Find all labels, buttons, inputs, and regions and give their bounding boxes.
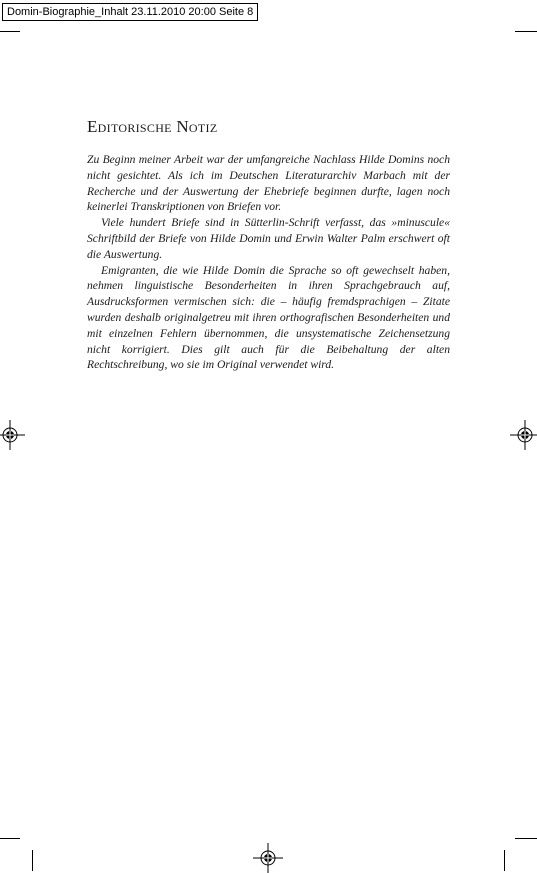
section-title: Editorische Notiz [87, 117, 218, 136]
crop-mark-top-right-h [515, 31, 537, 32]
paragraph: Viele hundert Briefe sind in Sütterlin-Schrift verfasst, das »minuscule« Schriftbild der Briefe von Hilde Domin und Erwin Walter Palm erschwert oft die Auswertung. [87, 216, 450, 261]
body-text [87, 152, 450, 373]
crop-mark-bottom-left-h [0, 838, 20, 839]
paragraph: Emigranten, die wie Hilde Domin die Sprache so oft gewechselt haben, nehmen linguistische Besonderheiten in ihren Sprachgebrauch auf, Ausdrucksformen vermischen sich: die – häufig fremdsprachigen – Zitate wurden deshalb originalgetreu mit ihren orthografischen Besonderheiten und mit einzelnen Fehlern übernommen, die unsystematische Zeichensetzung nicht korrigiert. Dies gilt auch für die Beibehaltung der alten Rechtschreibung, wo sie im Original verwendet wird. [87, 263, 450, 372]
print-slug: Domin-Biographie_Inhalt 23.11.2010 20:00 Seite 8 [2, 3, 258, 21]
registration-mark-icon [0, 420, 25, 450]
registration-mark-icon [510, 420, 537, 450]
crop-mark-bottom-left-v [32, 850, 33, 871]
registration-mark-icon [253, 843, 283, 873]
crop-mark-top-left-h [0, 31, 20, 32]
paragraph: Zu Beginn meiner Arbeit war der umfangreiche Nachlass Hilde Domins noch nicht gesichtet. Als ich im Deutschen Literaturarchiv Marbach mit der Recherche und der Auswertung der Ehebriefe beginnen durfte, lagen noch keinerlei Transkriptionen von Briefen vor. [87, 153, 450, 214]
crop-mark-bottom-right-h [515, 838, 537, 839]
crop-mark-bottom-right-v [504, 850, 505, 871]
